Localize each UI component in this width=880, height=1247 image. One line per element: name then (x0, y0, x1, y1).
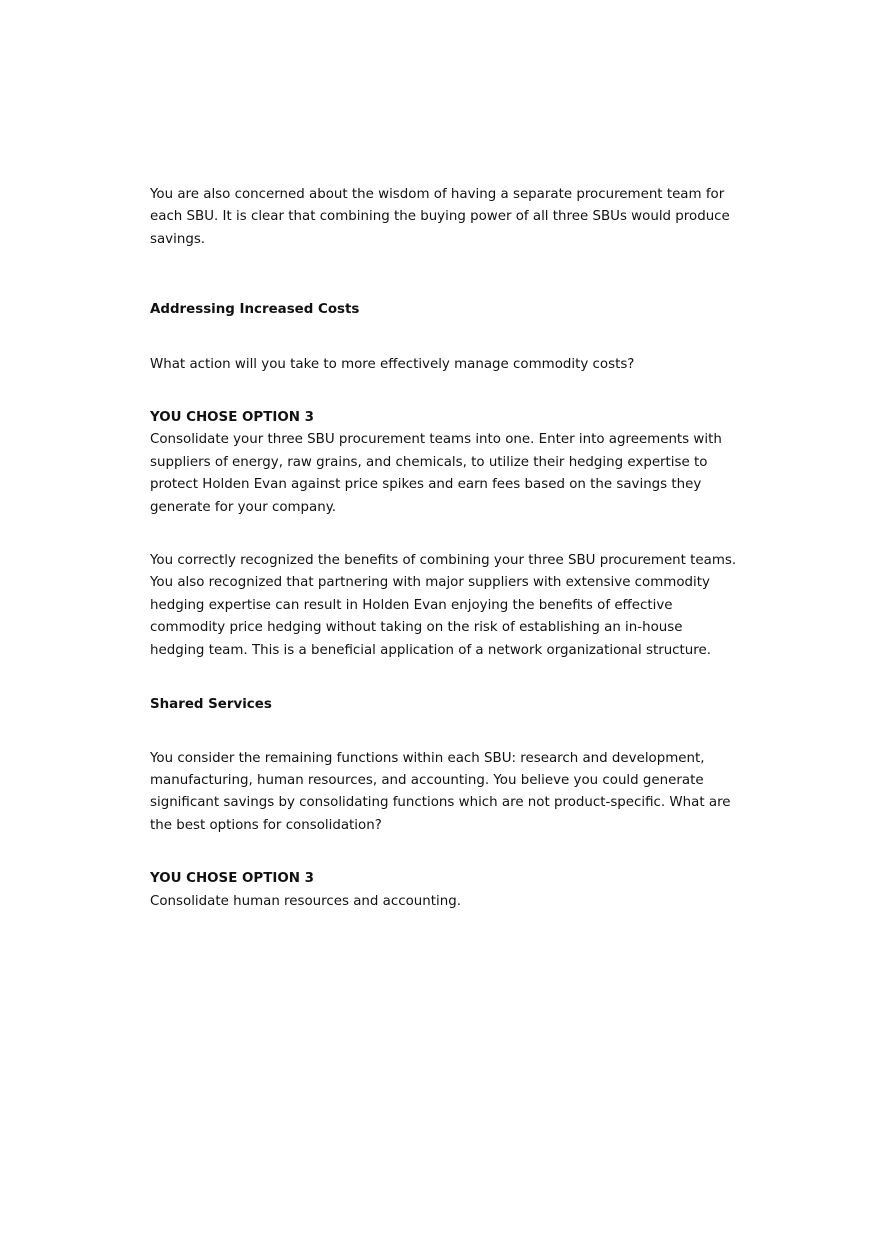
feedback-paragraph: You correctly recognized the benefits of combining your three SBU procurement teams. You also recognized that partnering with major suppliers with extensive commodity hedging expertise can result in Holden Evan enjoying the benefits of effective commodity price hedging without taking on the risk of establishing an in-house hedging team. This is a beneficial application of a network organizational structure. (150, 553, 737, 658)
choice-label: YOU CHOSE OPTION 3 (150, 410, 314, 426)
section-heading-increased-costs: Addressing Increased Costs (150, 302, 360, 318)
section-heading-shared-services: Shared Services (150, 697, 272, 713)
intro-paragraph: You are also concerned about the wisdom of having a separate procurement team for each SBU. It is clear that combining the buying power of all three SBUs would produce savings. (150, 187, 730, 247)
chosen-answer-block (150, 407, 740, 519)
question-commodity-costs: What action will you take to more effectively manage commodity costs? (150, 356, 635, 372)
choice-label: YOU CHOSE OPTION 3 (150, 871, 314, 887)
chosen-answer-block (150, 868, 740, 913)
choice-text: Consolidate human resources and accounting. (150, 893, 461, 909)
choice-text: Consolidate your three SBU procurement teams into one. Enter into agreements with suppliers of energy, raw grains, and chemicals, to utilize their hedging expertise to protect Holden Evan against price spikes and earn fees based on the savings they generate for your company. (150, 432, 722, 515)
question-consolidation: You consider the remaining functions within each SBU: research and development, manufacturing, human resources, and accounting. You believe you could generate significant savings by consolidating functions which are not product-specific. What are the best options for consolidation? (150, 750, 731, 833)
document-page (150, 184, 740, 913)
